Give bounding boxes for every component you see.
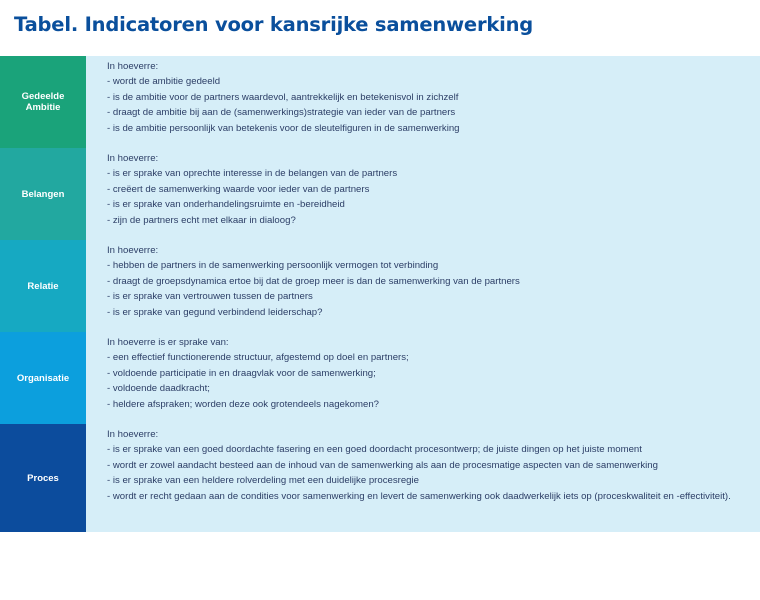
row-belangen [0, 148, 760, 240]
list-item: - is er sprake van oprechte interesse in de belangen van de partners [107, 168, 398, 180]
row-label [0, 56, 86, 148]
list-item: - hebben de partners in de samenwerking persoonlijk vermogen tot verbinding [107, 260, 439, 272]
label-line: Proces [27, 472, 59, 484]
list-item: - is er sprake van een heldere rolverdeling met een duidelijke procesregie [107, 475, 419, 487]
label-line: Gedeelde [21, 91, 65, 102]
list-item: - zijn de partners echt met elkaar in dialoog? [107, 214, 296, 226]
row-label [0, 424, 86, 532]
list-item: - is er sprake van gegund verbindend leiderschap? [107, 306, 323, 318]
row-content [86, 424, 760, 532]
label-line: Organisatie [16, 372, 70, 384]
list-item: - creëert de samenwerking waarde voor ieder van de partners [107, 183, 370, 195]
list-item: - een effectief functionerende structuur, afgestemd op doel en partners; [107, 352, 409, 364]
label-line: Belangen [21, 188, 65, 200]
row-gedeelde-ambitie [0, 56, 760, 148]
row-label [0, 332, 86, 424]
list-item: - voldoende participatie in en draagvlak voor de samenwerking; [107, 367, 376, 379]
row-content [86, 332, 760, 424]
row-relatie [0, 240, 760, 332]
list-item: - is er sprake van een goed doordachte fasering en een goed doordacht procesontwerp; de juiste dingen op het juiste moment [107, 444, 642, 456]
row-organisatie [0, 332, 760, 424]
list-item: - is er sprake van vertrouwen tussen de partners [107, 291, 313, 303]
row-intro: In hoeverre: [107, 61, 159, 72]
indicators-table [0, 56, 760, 532]
list-item: - draagt de ambitie bij aan de (samenwerkings)strategie van ieder van de partners [107, 107, 456, 119]
row-intro: In hoeverre: [107, 429, 159, 440]
list-item: - wordt er recht gedaan aan de condities voor samenwerking en levert de samenwerking ook daadwerkelijk iets op (proceskwaliteit en -effectiviteit). [107, 490, 731, 502]
row-content [86, 148, 760, 240]
list-item: - wordt er zowel aandacht besteed aan de inhoud van de samenwerking als aan de procesmatige aspecten van de samenwerking [107, 459, 658, 471]
row-intro: In hoeverre: [107, 153, 159, 164]
row-proces [0, 424, 760, 532]
row-intro: In hoeverre is er sprake van: [107, 337, 229, 348]
list-item: - is er sprake van onderhandelingsruimte en -bereidheid [107, 199, 345, 211]
label-line: Relatie [27, 280, 59, 292]
list-item: - is de ambitie persoonlijk van betekenis voor de sleutelfiguren in de samenwerking [107, 122, 460, 134]
list-item: - voldoende daadkracht; [107, 383, 210, 395]
list-item: - draagt de groepsdynamica ertoe bij dat de groep meer is dan de samenwerking van de partners [107, 275, 520, 287]
row-label [0, 240, 86, 332]
list-item: - wordt de ambitie gedeeld [107, 76, 221, 88]
row-intro: In hoeverre: [107, 245, 159, 256]
label-line: Ambitie [25, 102, 61, 113]
row-label [0, 148, 86, 240]
row-content [86, 56, 760, 148]
list-item: - is de ambitie voor de partners waardevol, aantrekkelijk en betekenisvol in zichzelf [107, 91, 459, 103]
list-item: - heldere afspraken; worden deze ook grotendeels nagekomen? [107, 398, 380, 410]
table-title: Tabel. Indicatoren voor kansrijke samenwerking [14, 13, 534, 36]
row-content [86, 240, 760, 332]
